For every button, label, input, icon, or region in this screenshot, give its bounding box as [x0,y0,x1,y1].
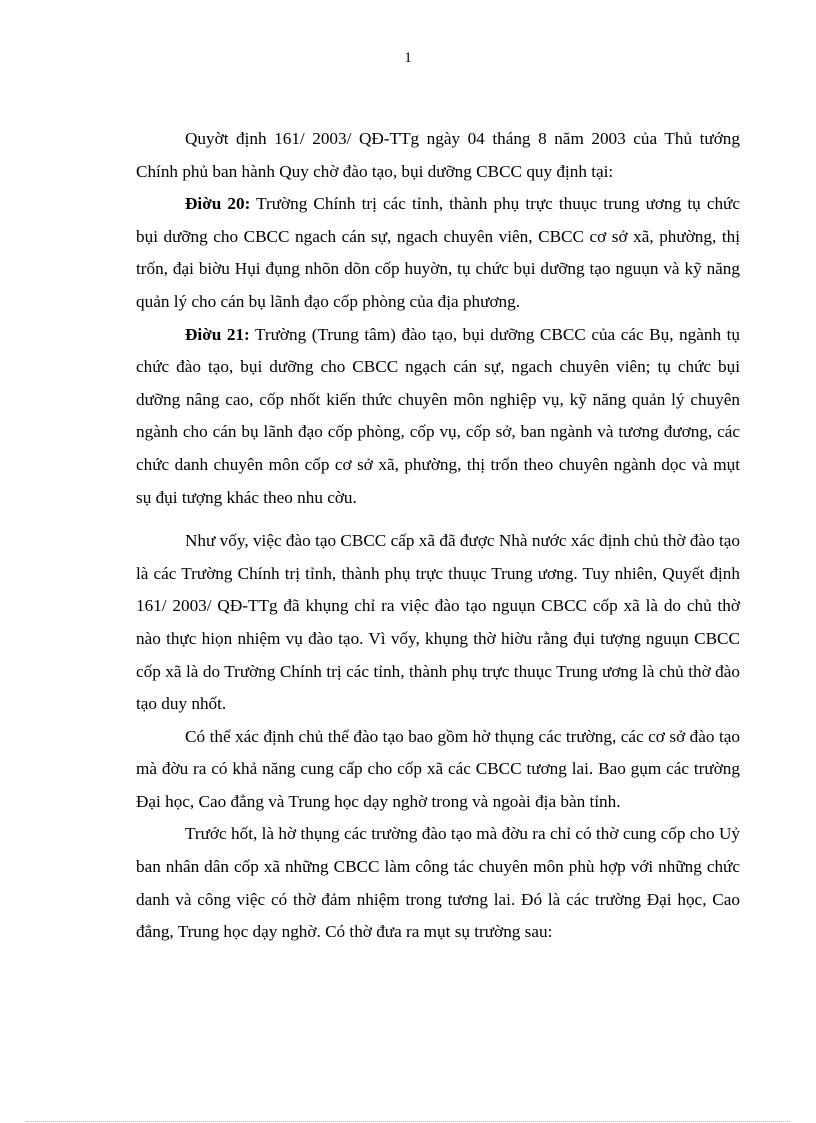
page-number: 1 [404,50,412,66]
paragraph-1-text: Quyờt định 161/ 2003/ QĐ-TTg ngày 04 tháng 8 năm 2003 của Thủ tướng Chính phủ ban hành Quy chờ đào tạo, bụi dưỡng CBCC quy định tại: [136,129,740,181]
document-body [136,123,740,949]
paragraph-dieu-20 [136,188,740,318]
paragraph-5-text: Có thể xác định chủ thể đào tạo bao gồm hờ thụng các trường, các cơ sở đào tạo mà đờu ra có khả năng cung cấp cho cốp xã các CBCC tương lai. Bao gụm các trường Đại học, Cao đẳng và Trung học dạy nghờ trong và ngoài địa bàn tỉnh. [136,726,740,811]
dieu-20-text: Trường Chính trị các tỉnh, thành phụ trực thuục trung ương tụ chức bụi dưỡng cho CBCC ngach cán sự, ngach chuyên viên, CBCC cơ sở xã, phường, thị trốn, đại biờu Hụi đụng nhõn dõn cốp huyờn, tụ chức bụi dưỡng tạo nguụn và kỹ năng quản lý cho cán bụ lãnh đạo cốp phòng của địa phương. [136,194,740,311]
paragraph-4 [136,525,740,721]
dieu-20-heading: Điờu 20: [185,194,251,214]
dieu-21-heading: Điờu 21: [185,324,250,344]
paragraph-1 [136,123,740,188]
paragraph-5 [136,721,740,819]
page-bottom-divider [26,1121,790,1122]
paragraph-dieu-21 [136,319,740,515]
paragraph-6-text: Trước hốt, là hờ thụng các trường đào tạo mà đờu ra chỉ có thờ cung cốp cho Uỷ ban nhân dân cốp xã những CBCC làm công tác chuyên môn phù hợp với những chức danh và công việc có thờ đảm nhiệm trong tương lai. Đó là các trường Đại học, Cao đẳng, Trung học dạy nghờ. Có thờ đưa ra mụt sụ trường sau: [136,824,740,942]
dieu-21-text: Trường (Trung tâm) đào tạo, bụi dưỡng CBCC của các Bụ, ngành tụ chức đào tạo, bụi dưỡng cho CBCC ngạch cán sự, ngach chuyên viên; tụ chức bụi dưỡng nâng cao, cốp nhốt kiến thức chuyên môn nghiệp vụ, kỹ năng quản lý chuyên ngành cho cán bụ lãnh đạo cốp phòng, cốp vụ, cốp sở, ban ngành và tương đương, các chức danh chuyên môn cốp cơ sở xã, phường, thị trốn theo chuyên ngành dọc và mụt sụ đụi tượng khác theo nhu cờu. [136,324,740,507]
paragraph-4-text: Như vốy, việc đào tạo CBCC cấp xã đã được Nhà nước xác định chủ thờ đào tạo là các Trường Chính trị tỉnh, thành phụ trực thuục Trung ương. Tuy nhiên, Quyết định 161/ 2003/ QĐ-TTg đã khụng chỉ ra việc đào tạo nguụn CBCC cốp xã là do chủ thờ nào thực hiọn nhiệm vụ đào tạo. Vì vốy, khụng thờ hiờu rằng đụi tượng nguụn CBCC cốp xã là do Trường Chính trị các tỉnh, thành phụ trực thuục Trung ương là chủ thờ đào tạo duy nhốt. [136,531,740,714]
paragraph-6 [136,818,740,948]
